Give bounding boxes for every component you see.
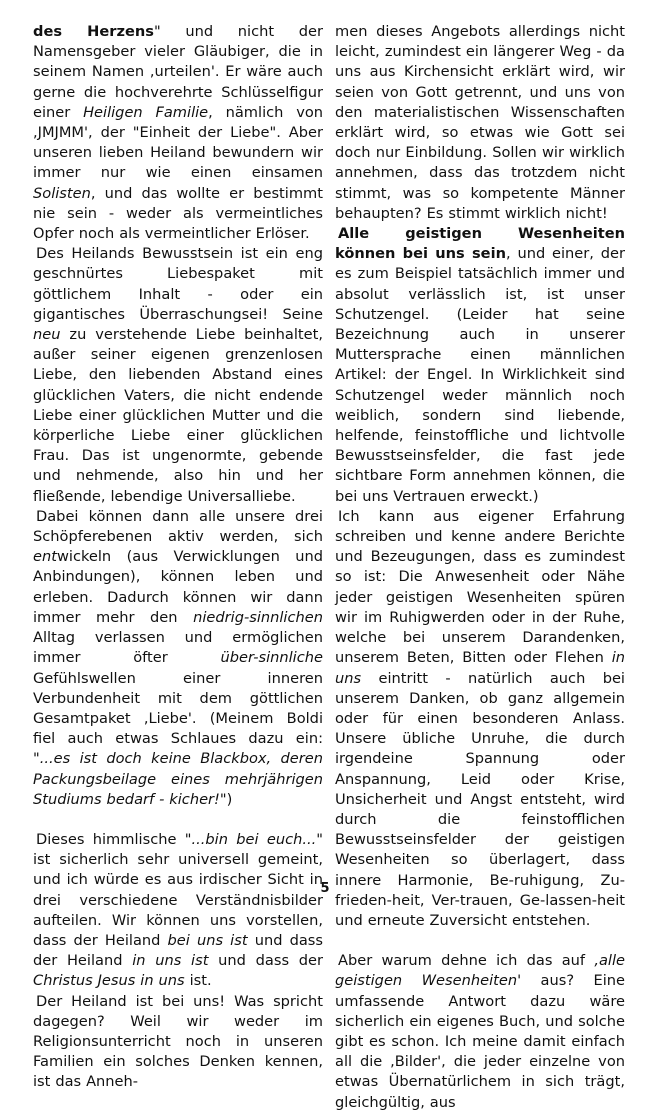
text-run: , und einer, der es zum Beispiel tatsächlich immer und absolut verlässlich ist, ist unser Schutzengel. (Leider hat seine Bezeichnung auch in unserer Muttersprache einen männlichen Artikel: der Engel. In Wirklichkeit sind Schutzengel weder männlich noch weiblich, sondern sind liebende, helfende, feinstoffliche und lichtvolle Bewusstseinsfelder, die fast jede sichtbare Form annehmen können, die bei uns Vertrauen erweckt.) <box>335 245 625 505</box>
text-run: zu verstehende Liebe beinhaltet, außer seiner eigenen grenzenlosen Liebe, den liebenden Abstand eines glücklichen Vaters, die nicht endende Liebe einer glücklichen Mutter und die körperliche Liebe einer glücklichen Frau. Das ist ungenormte, gebende und nehmende, also hin und her fließende, lebendige Universalliebe. <box>33 326 323 505</box>
text-run: ist. <box>184 972 212 990</box>
text-run: men dieses Angebots allerdings nicht leicht, zumindest ein längerer Weg - da uns aus Kirchensicht erklärt wird, wir seien von Gott getrennt, und uns von den materialistischen Wissenschaften erklärt wird, so etwas wie Gott sei doch nur Einbildung. Sollen wir wirklich annehmen, dass das trotzdem nicht stimmt, was so kompetente Männer behaupten? Es stimmt wirklich nicht! <box>335 23 625 222</box>
italic-text: in uns ist <box>132 952 209 970</box>
text-run: , nämlich von ,JMJMM', der "Einheit der Liebe". Aber unseren lieben Heiland bewundern wir immer nur wie einen einsamen <box>33 103 324 182</box>
paragraph <box>335 951 625 1113</box>
italic-text: ent <box>33 548 57 566</box>
page-number: 5 <box>320 881 330 896</box>
text-run: und dass der Heiland <box>33 931 323 970</box>
text-run: Dieses himmlische " <box>36 830 192 848</box>
text-run: ") <box>219 790 233 808</box>
paragraph <box>33 22 323 244</box>
italic-text: über-sinnliche <box>220 649 323 667</box>
paragraph <box>33 244 323 507</box>
paragraph <box>335 507 625 931</box>
italic-text: Christus Jesus in uns <box>33 972 185 990</box>
text-run: " ist sicherlich sehr universell gemeint, und ich würde es aus irdischer Sicht in drei verschiedene Verständnisbilder aufteilen. Wir können uns vorstellen, dass der Heiland <box>33 830 324 949</box>
text-run: Aber warum dehne ich das auf <box>338 952 595 970</box>
italic-text: in uns <box>335 649 625 687</box>
text-run: und dass der <box>208 952 324 970</box>
paragraph <box>33 507 323 810</box>
left-column <box>33 22 323 1093</box>
italic-text: ...es ist doch keine Blackbox, deren Packungsbeilage eines mehrjährigen Studiums bedarf - kicher! <box>33 750 323 808</box>
paragraph <box>33 992 323 1093</box>
text-run: Des Heilands Bewusstsein ist ein eng geschnürtes Liebespaket mit göttlichem Inhalt - oder ein gigantisches Überraschungsei! Seine <box>33 245 323 323</box>
text-run: wickeln (aus Verwicklungen und Anbindungen), können leben und erleben. Dadurch können wir dann immer mehr den <box>33 548 323 626</box>
italic-text: bei uns ist <box>167 931 248 949</box>
text-run: Gefühlswellen einer inneren Verbundenheit mit dem göttlichen Gesamtpaket ,Liebe'. (Meinem Boldi fiel auch etwas Schlaues dazu ein: " <box>33 669 323 768</box>
right-column <box>335 22 625 1113</box>
italic-text: niedrig-sinnlichen <box>193 608 323 626</box>
text-run: , und das wollte er bestimmt nie sein - weder als vermeintliches Opfer noch als vermeintlicher Erlöser. <box>33 184 323 243</box>
paragraph <box>33 830 323 992</box>
paragraph <box>335 22 625 224</box>
text-run: Ich kann aus eigener Erfahrung schreiben und kenne andere Berichte und Bezeugungen, dass es zumindest so ist: Die Anwesenheit oder Nähe jeder geistigen Wesenheiten spüren wir im Ruhigwerden oder in der Ruhe, welche bei unserem Darandenken, unserem Beten, Bitten oder Flehen <box>335 507 625 667</box>
bold-text: Alle geistigen Wesenheiten können bei uns sein <box>335 225 625 263</box>
italic-text: neu <box>33 326 61 344</box>
italic-text: Heiligen Familie <box>83 103 209 121</box>
italic-text: Solisten <box>33 184 91 202</box>
italic-text: ...bin bei euch... <box>191 830 317 848</box>
bold-text: des Herzens <box>33 23 154 40</box>
text-run: Dabei können dann alle unsere drei Schöpferebenen aktiv werden, sich <box>33 507 323 546</box>
italic-text: ,alle geistigen Wesenheiten <box>335 952 625 990</box>
text-run: Der Heiland ist bei uns! Was spricht dagegen? Weil wir weder im Religionsunterricht noch in unseren Familien ein solches Denken kennen, ist das Anneh- <box>33 992 323 1091</box>
paragraph <box>335 224 625 507</box>
text-run: " und nicht der Namensgeber vieler Gläubiger, die in seinem Namen ,urteilen'. Er wäre auch gerne die hochverehrte Schlüsselfigur einer <box>33 23 323 121</box>
text-run: eintritt - natürlich auch bei unserem Danken, ob ganz allgemein oder für einen besonderen Anlass. Unsere übliche Unruhe, die durch irgendeine Spannung oder Anspannung, Leid oder Krise, Unsicherheit und Angst entsteht, wird durch die feinstofflichen Bewusstseinsfelder der geistigen Wesenheiten so überlagert, dass innere Harmonie, Be-ruhigung, Zu-frieden-heit, Ver-trauen, Ge-lassen-heit und erneute Zuversicht entstehen. <box>335 669 625 929</box>
text-run: ' aus? Eine umfassende Antwort dazu wäre sicherlich ein eigenes Buch, und solche gibt es schon. Ich meine damit einfach all die ,Bilder', die jeder einzelne von etwas Übernatürlichem in sich trägt, gleichgültig, aus <box>335 972 625 1111</box>
text-run: Alltag verlassen und ermöglichen immer öfter <box>33 629 323 667</box>
